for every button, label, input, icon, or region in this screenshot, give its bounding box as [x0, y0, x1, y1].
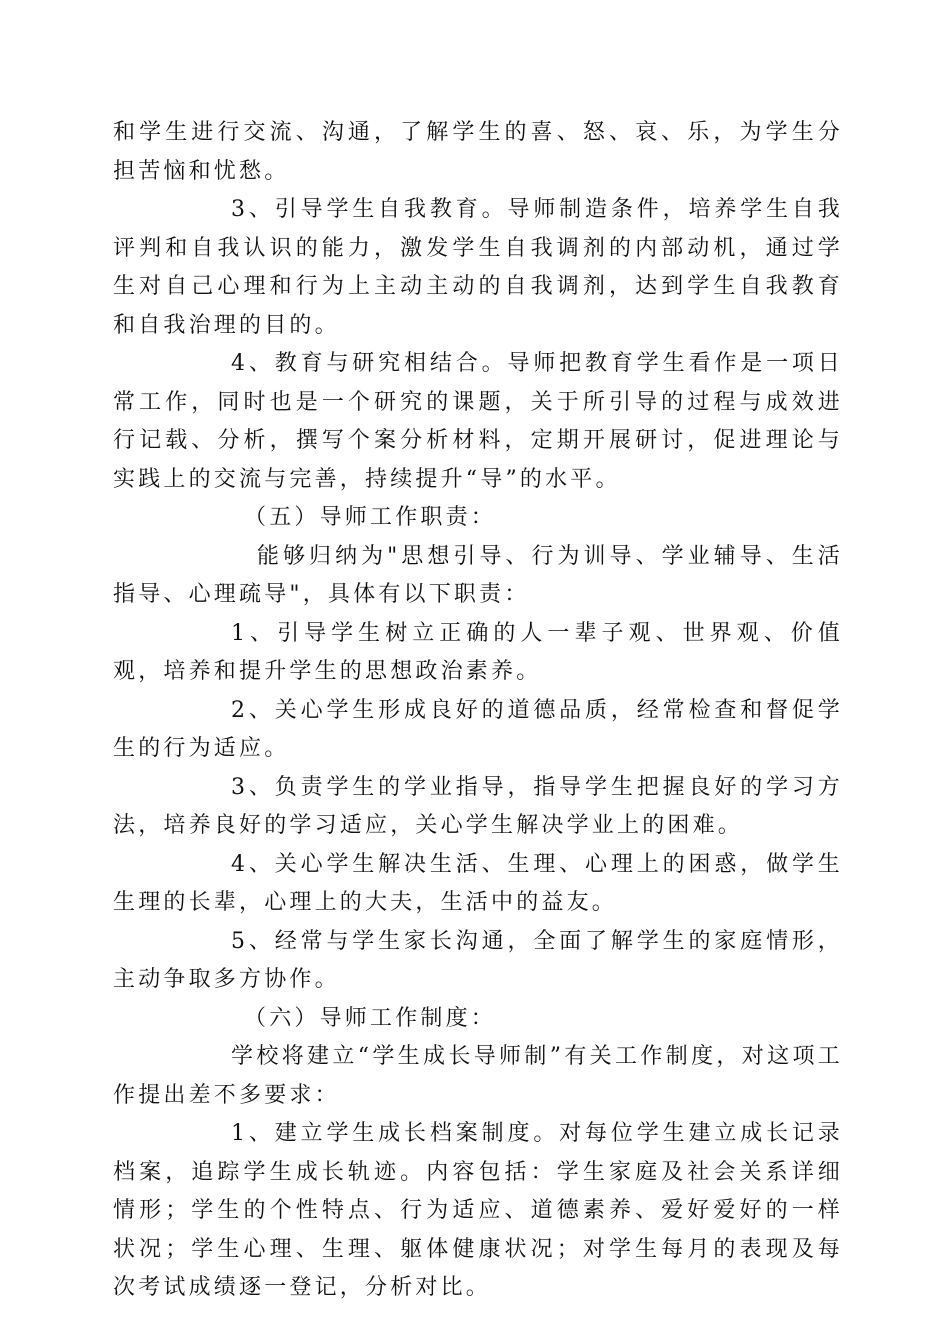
- paragraph-continuation: 和学生进行交流、沟通，了解学生的喜、怒、哀、乐，为学生分担苦恼和忧愁。: [113, 120, 843, 184]
- paragraph-duties-summary: 能够归纳为"思想引导、行为训导、学业辅导、生活指导、心理疏导"，具体有以下职责：: [113, 543, 843, 607]
- paragraph-item-3-self-education: 3、引导学生自我教育。导师制造条件，培养学生自我评判和自我认识的能力，激发学生自我调剂的内部动机，通过学生对自己心理和行为上主动主动的自我调剂，达到学生自我教育和自我治理的目的。: [113, 197, 843, 338]
- paragraph-duty-2: 2、关心学生形成良好的道德品质，经常检查和督促学生的行为适应。: [113, 697, 843, 761]
- paragraph-system-1-archive: 1、建立学生成长档案制度。对每位学生建立成长记录档案，追踪学生成长轨迹。内容包括：学生家庭及社会关系详细情形；学生的个性特点、行为适应、道德素养、爱好爱好的一样状况；学生心理、生理、躯体健康状况；对学生每月的表现及每次考试成绩逐一登记，分析对比。: [113, 1121, 843, 1300]
- paragraph-duty-4: 4、关心学生解决生活、生理、心理上的困惑，做学生生理的长辈，心理上的大夫，生活中的益友。: [113, 851, 843, 915]
- paragraph-duty-5: 5、经常与学生家长沟通，全面了解学生的家庭情形，主动争取多方协作。: [113, 928, 843, 992]
- section-heading-5-duties: （五）导师工作职责：: [244, 505, 497, 530]
- section-heading-6-system: （六）导师工作制度：: [244, 1005, 497, 1031]
- paragraph-item-4-education-research: 4、教育与研究相结合。导师把教育学生看作是一项日常工作，同时也是一个研究的课题，关于所引导的过程与成效进行记载、分析，撰写个案分析材料，定期开展研讨，促进理论与实践上的交流与完善，持续提升“导”的水平。: [113, 351, 843, 492]
- paragraph-duty-1: 1、引导学生树立正确的人一辈子观、世界观、价值观，培养和提升学生的思想政治素养。: [113, 620, 843, 684]
- paragraph-system-intro: 学校将建立“学生成长导师制”有关工作制度，对这项工作提出差不多要求：: [113, 1044, 843, 1108]
- paragraph-duty-3: 3、负责学生的学业指导，指导学生把握良好的学习方法，培养良好的学习适应，关心学生解决学业上的困难。: [113, 774, 843, 838]
- document-body: [113, 114, 843, 1308]
